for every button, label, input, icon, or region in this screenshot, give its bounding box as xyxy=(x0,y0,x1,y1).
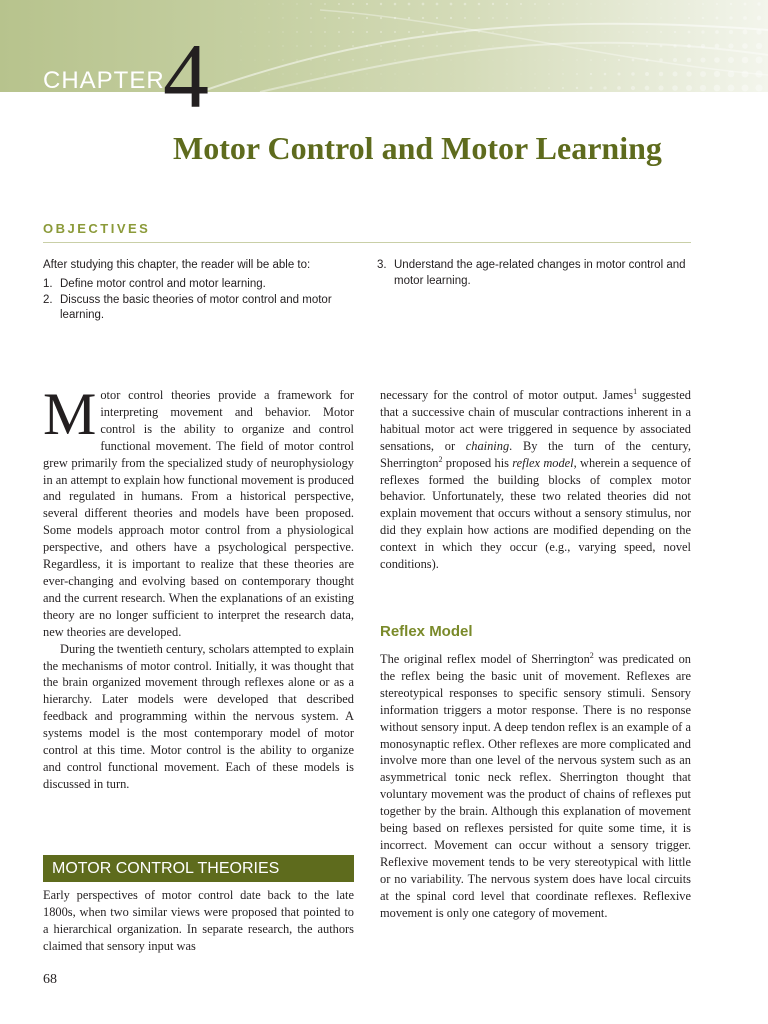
text-run: . By the turn of the century, Sherrington xyxy=(380,438,691,470)
body-paragraph: Early perspectives of motor control date back to the late 1800s, when two similar views were proposed that pointed to a hierarchical organization. In separate research, the authors claimed that sensory input was xyxy=(43,888,354,953)
page-number: 68 xyxy=(43,972,57,987)
objective-text: Understand the age-related changes in motor control and motor learning. xyxy=(394,259,686,287)
text-run: necessary for the control of motor output. James xyxy=(380,388,634,402)
citation-superscript: 2 xyxy=(438,454,443,464)
paragraph-text: otor control theories provide a framework for interpreting movement and behavior. Motor control is the ability to organize and control functional movement. The field of motor control grew primarily from the specialized study of neurophysiology in an attempt to explain how functional movement is produced and regulated in humans. From a historical perspective, several different theories and models have been proposed. Some models approach motor control from a physiological perspective, and others have a psychological perspective. Regardless, it is important to realize that these theories are ever-changing and evolving based on contemporary thought and the current research. When the explanations of an existing theory are no longer sufficient to interpret the research data, new theories are developed. xyxy=(43,388,354,639)
chapter-banner xyxy=(0,0,768,92)
text-run: proposed his xyxy=(442,455,513,470)
section-heading: MOTOR CONTROL THEORIES xyxy=(43,855,354,882)
chapter-number: 4 xyxy=(163,25,209,127)
body-column-right-continued xyxy=(380,651,691,922)
objective-text: Define motor control and motor learning. xyxy=(60,278,266,290)
objective-text: Discuss the basic theories of motor control and motor learning. xyxy=(60,293,332,321)
objectives-intro: After studying this chapter, the reader will be able to: xyxy=(43,259,311,271)
objective-item xyxy=(43,277,333,293)
italic-term: chaining xyxy=(465,438,510,453)
body-paragraph xyxy=(380,387,691,573)
text-run: suggested that a successive chain of muscular contractions inherent in a habitual motor act were triggered in sequence by associated sensations, or xyxy=(380,388,691,453)
body-column-right xyxy=(380,387,691,573)
text-run: , wherein a sequence of reflexes formed the building blocks of complex motor behavior. Unfortunately, these two related theories did not explain movement that occurs without a sensory stimulus, nor did they explain how actions are modified depending on the context in which they occur (e.g., varying speed, novel conditions). xyxy=(380,455,692,572)
objective-number: 2. xyxy=(43,293,53,306)
drop-cap: M xyxy=(43,381,97,447)
objective-item xyxy=(43,293,333,324)
citation-superscript: 2 xyxy=(589,650,594,660)
objective-number: 1. xyxy=(43,278,53,290)
objectives-list-right xyxy=(377,258,695,289)
body-paragraph xyxy=(43,381,354,641)
subsection-heading: Reflex Model xyxy=(380,623,473,640)
text-run: was predicated on the reflex being the basic unit of movement. Reflexes are stereotypical responses to specific sensory stimuli. Sensory information triggers a motor response. There is no response without sensory input. A deep tendon reflex is an example of a monosynaptic reflex. Other reflexes are more complicated and involve more than one level of the nervous system such as an asymmetrical tonic neck reflex. Sherrington thought that voluntary movement was the product of chains of reflexes put together by the brain. Although this explanation of movement being based on reflexes persisted for quite some time, it is incorrect. Movement can occur without a sensory trigger. Reflexive movement tends to be very stereotypical with little or no variability. The nervous system does have local circuits at the spinal cord level that coordinate reflexes. Reflexive movement is only one category of movement. xyxy=(380,652,691,920)
chapter-label: CHAPTER xyxy=(43,67,165,92)
italic-term: reflex model xyxy=(512,455,574,470)
chapter-title: Motor Control and Motor Learning xyxy=(173,130,662,166)
objectives-list-left xyxy=(43,277,333,324)
body-paragraph xyxy=(380,651,691,922)
body-column-left-continued xyxy=(43,887,354,955)
objective-item xyxy=(377,258,695,289)
body-paragraph: During the twentieth century, scholars attempted to explain the mechanisms of motor control. Initially, it was thought that the brain organized movement through reflexes alone or as a hierarchy. Later models were developed that described feedback and programming within the nervous system. A systems model is the most contemporary model of motor control at this time. Motor control is the ability to organize and control functional movement. Each of these models is discussed in turn. xyxy=(43,641,354,791)
objectives-divider xyxy=(43,242,691,243)
objective-number: 3. xyxy=(377,259,387,271)
citation-superscript: 1 xyxy=(633,386,638,396)
objectives-heading: OBJECTIVES xyxy=(43,221,151,236)
body-column-left xyxy=(43,381,354,793)
text-run: The original reflex model of Sherrington xyxy=(380,652,590,666)
